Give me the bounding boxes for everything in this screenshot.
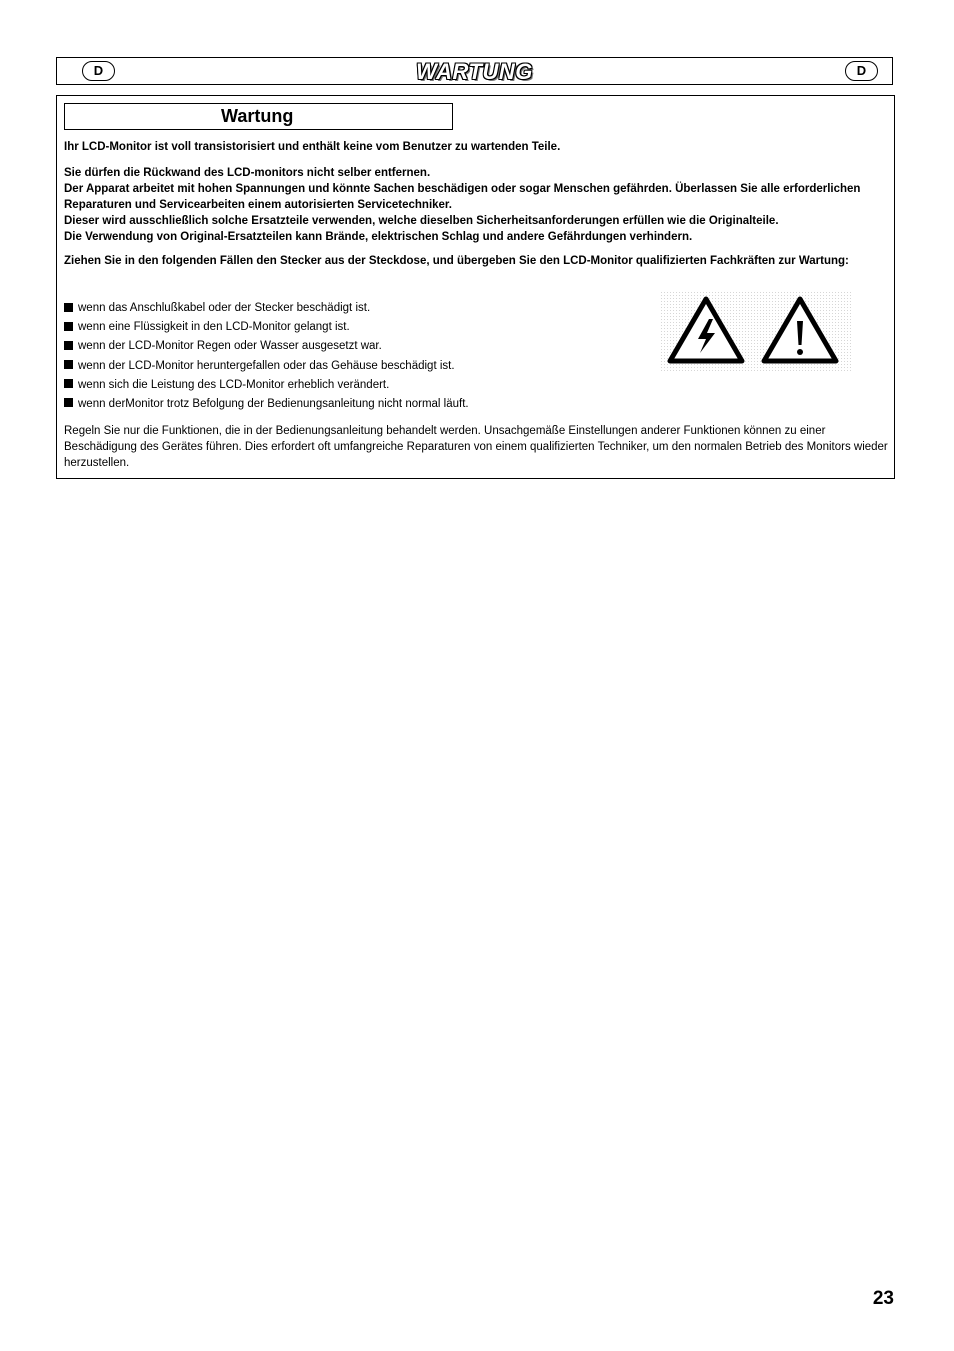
intro-paragraph: Ihr LCD-Monitor ist voll transistorisiert und enthält keine vom Benutzer zu wartenden Teile. [64, 141, 561, 153]
page-number: 23 [872, 1288, 894, 1309]
list-item: wenn der LCD-Monitor heruntergefallen oder das Gehäuse beschädigt ist. [64, 357, 624, 376]
bullet-square-icon [64, 360, 73, 369]
section-heading: Wartung [64, 103, 453, 130]
bullet-square-icon [64, 341, 73, 350]
list-item: wenn derMonitor trotz Befolgung der Bedienungsanleitung nicht normal läuft. [64, 395, 624, 414]
content-box [56, 95, 895, 479]
unplug-instruction: Ziehen Sie in den folgenden Fällen den Stecker aus der Steckdose, und übergeben Sie den LCD-Monitor qualifizierten Fachkräften zur Wartung: [64, 255, 849, 267]
rear-panel-paragraph [64, 165, 889, 245]
page-title: WARTUNG [416, 59, 533, 84]
bullet-square-icon [64, 303, 73, 312]
closing-paragraph: Regeln Sie nur die Funktionen, die in der Bedienungsanleitung behandelt werden. Unsachgemäße Einstellungen anderer Funktionen können zu einer Beschädigung des Gerätes führen. Dies erfordert oft umfangreiche Reparaturen von einem qualifizierten Techniker, um den normalen Betrieb des Monitors wieder herzustellen. [64, 425, 888, 469]
list-item: wenn das Anschlußkabel oder der Stecker beschädigt ist. [64, 299, 624, 318]
rear-panel-line: Dieser wird ausschließlich solche Ersatzteile verwenden, welche dieselben Sicherheitsanforderungen erfüllen wie die Originalteile. [64, 215, 779, 227]
rear-panel-line: Sie dürfen die Rückwand des LCD-monitors nicht selber entfernen. [64, 167, 431, 179]
bullet-square-icon [64, 379, 73, 388]
bullet-square-icon [64, 322, 73, 331]
language-badge-right: D [845, 61, 878, 81]
header-bar [56, 57, 893, 85]
list-item: wenn der LCD-Monitor Regen oder Wasser ausgesetzt war. [64, 337, 624, 356]
language-badge-left: D [82, 61, 115, 81]
list-item: wenn sich die Leistung des LCD-Monitor erheblich verändert. [64, 376, 624, 395]
bullet-square-icon [64, 398, 73, 407]
bullet-list [64, 299, 624, 414]
rear-panel-line: Die Verwendung von Original-Ersatzteilen kann Brände, elektrischen Schlag und andere Gefährdungen verhindern. [64, 231, 693, 243]
warning-icons [660, 291, 852, 371]
list-item: wenn eine Flüssigkeit in den LCD-Monitor gelangt ist. [64, 318, 624, 337]
rear-panel-line: Der Apparat arbeitet mit hohen Spannungen und könnte Sachen beschädigen oder sogar Menschen gefährden. Überlassen Sie alle erforderlichen Reparaturen und Servicearbeiten einem autorisierten Servicetechniker. [64, 183, 861, 211]
